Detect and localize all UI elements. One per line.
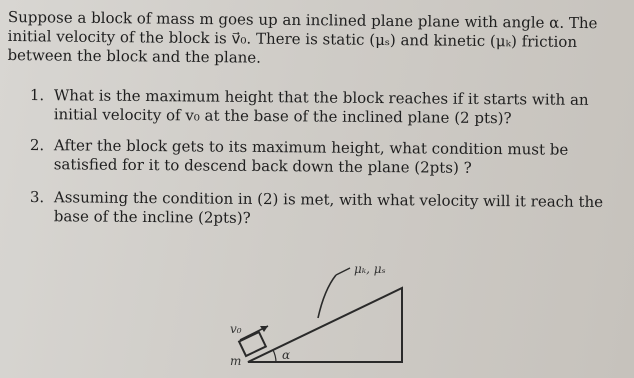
angle-label: α [282, 348, 291, 362]
question-number: 3. [29, 188, 45, 207]
friction-pointer [336, 268, 350, 275]
velocity-label: v₀ [230, 322, 242, 336]
friction-leader [318, 275, 336, 318]
incline-triangle [248, 288, 402, 362]
mass-label: m [230, 354, 242, 368]
question-text: After the block gets to its maximum height, what condition must be satisfied for it to descend back down the plane (2pts) ? [53, 136, 569, 177]
problem-intro: Suppose a block of mass m goes up an inclined plane plane with angle α. The initial velocity of the block is v⃗₀. There is static (μₛ) and kinetic (μₖ) friction between the block and the plane. [7, 8, 598, 67]
question-number: 1. [29, 86, 45, 105]
angle-arc [273, 350, 276, 362]
friction-label: μₖ, μₛ [354, 262, 386, 276]
question-text: What is the maximum height that the block reaches if it starts with an initial velocity of v₀ at the base of the inclined plane (2 pts)? [53, 86, 589, 128]
question-number: 2. [29, 136, 45, 155]
block-on-incline [239, 332, 266, 356]
question-text: Assuming the condition in (2) is met, with what velocity will it reach the base of the incline (2pts)? [53, 188, 604, 227]
